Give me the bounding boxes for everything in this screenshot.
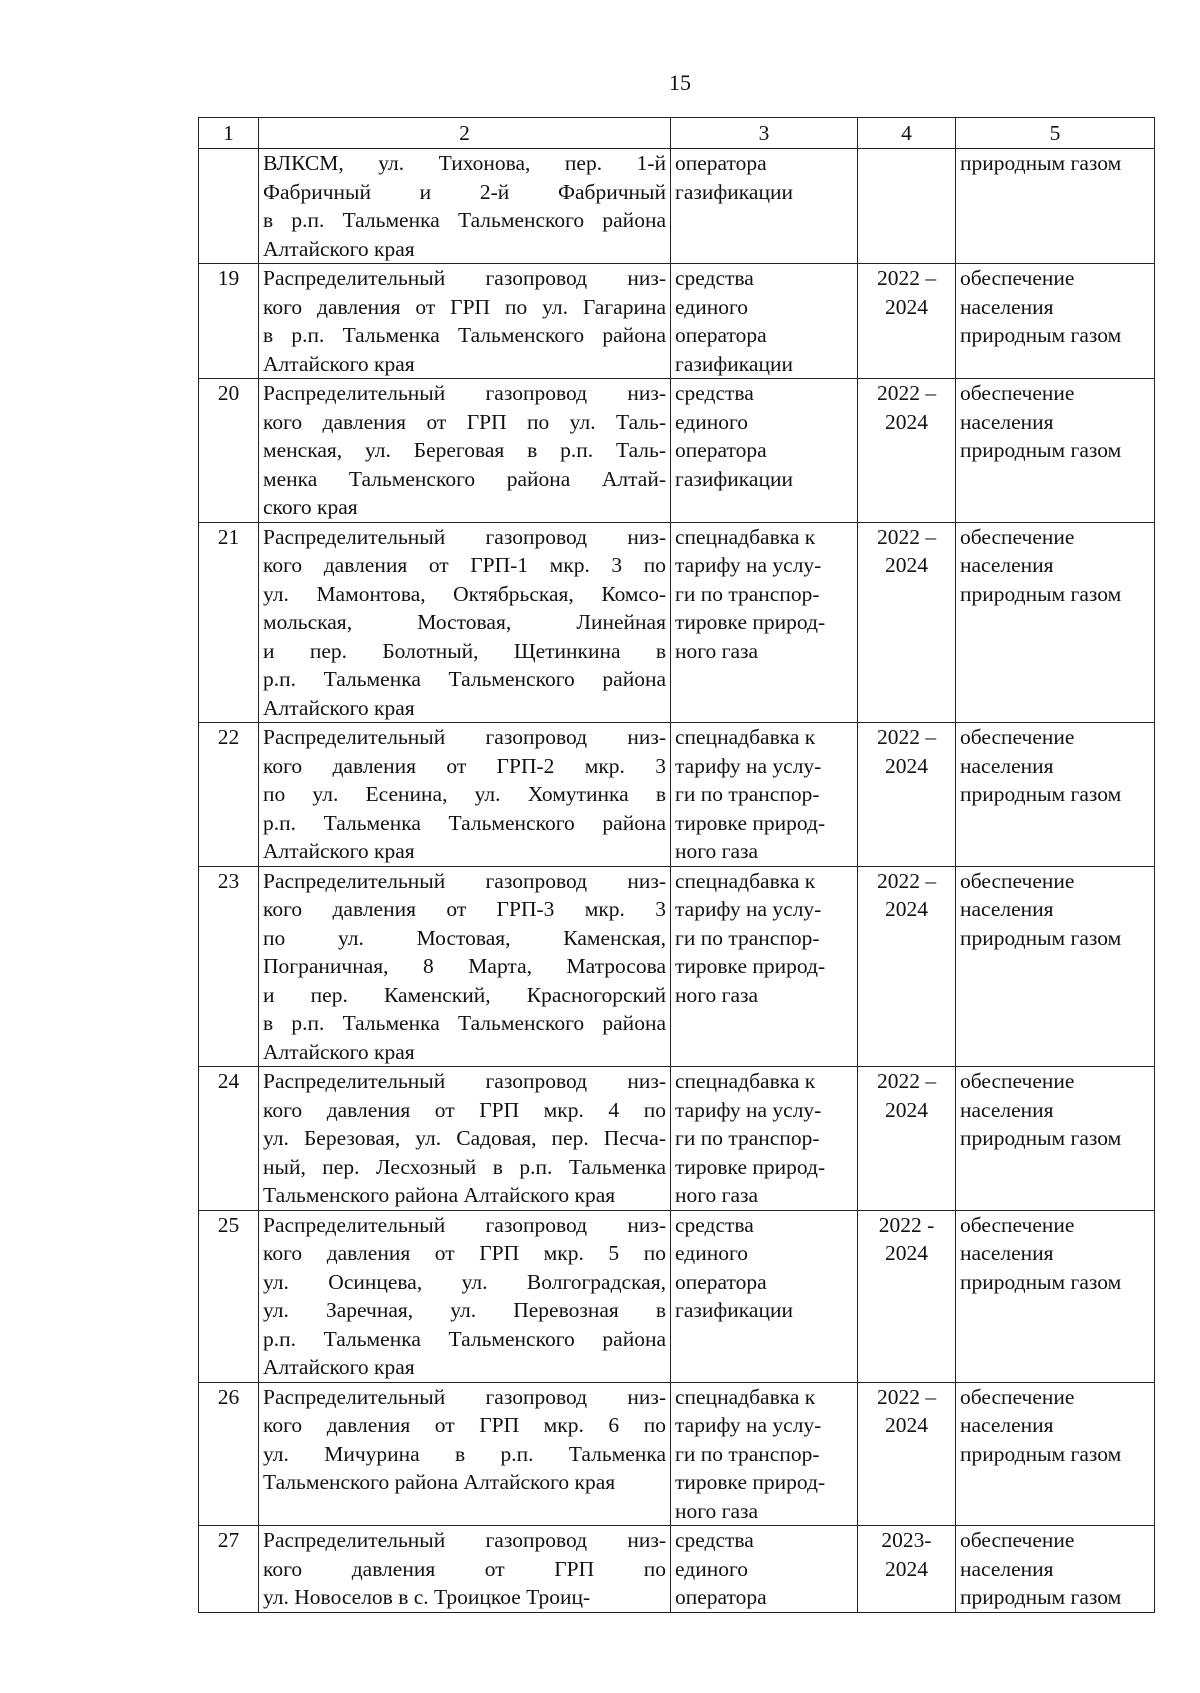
header-cell: 4 [858,118,956,149]
project-purpose [956,1526,1155,1613]
purpose-line: населения [960,294,1054,319]
description-line: менская, ул. Береговая в р.п. Таль- [263,438,666,462]
row-number: 25 [199,1210,259,1382]
implementation-period [858,149,956,264]
funding-source-line: ги по транспор- [675,1441,820,1466]
description-line: кого давления от ГРП мкр. 5 по [263,1241,666,1265]
description-line: ул. Березовая, ул. Садовая, пер. Песча- [263,1126,666,1150]
implementation-period [858,522,956,723]
description-line: ный, пер. Лесхозный в р.п. Тальменка [263,1154,666,1179]
funding-source-line: средства [675,266,754,290]
purpose-line: населения [960,1556,1054,1581]
description-line: Распределительный газопровод низ- [263,524,666,549]
implementation-period [858,723,956,867]
header-cell: 5 [956,118,1155,149]
description-line: менка Тальменского района Алтай- [263,466,666,491]
period-line: 2024 [885,897,928,921]
object-description [259,264,671,379]
period-line: 2024 [885,1097,928,1122]
page-number: 15 [669,70,691,95]
funding-source-line: тарифу на услу- [675,897,822,921]
period-line: 2024 [885,294,928,319]
row-number: 19 [199,264,259,379]
funding-source-line: единого [675,294,748,319]
description-line: р.п. Тальменка Тальменского района [263,1326,666,1351]
description-line: ского края [263,495,358,519]
funding-source-line: оператора [675,151,767,175]
period-line: 2022 – [876,725,937,749]
project-purpose [956,1382,1155,1526]
object-description [259,1210,671,1382]
funding-source [671,1526,858,1613]
description-line: ул. Заречная, ул. Перевозная в [263,1298,666,1322]
description-line: кого давления от ГРП по [263,1556,666,1581]
funding-source-line: ги по транспор- [675,1126,820,1150]
table-header-row [199,118,1155,149]
description-line: Распределительный газопровод низ- [263,381,666,405]
funding-source-line: единого [675,409,748,434]
funding-source-line: единого [675,1556,748,1581]
purpose-line: населения [960,1097,1054,1122]
description-line: Распределительный газопровод низ- [263,1528,666,1552]
implementation-period [858,379,956,523]
period-line: 2024 [885,409,928,434]
description-line: по ул. Есенина, ул. Хомутинка в [263,782,666,806]
implementation-period [858,1382,956,1526]
funding-source-line: спецнадбавка к [675,1069,816,1093]
table-row [199,522,1155,723]
implementation-period [858,264,956,379]
description-line: и пер. Каменский, Красногорский [263,982,666,1007]
description-line: Распределительный газопровод низ- [263,1384,666,1409]
funding-source-line: тировке природ- [675,610,826,634]
header-cell: 3 [671,118,858,149]
funding-source-line: ного газа [675,1183,759,1207]
purpose-line: природным газом [960,323,1122,347]
purpose-line: населения [960,553,1054,577]
funding-source-line: средства [675,1212,754,1237]
period-line: 2022 – [876,1384,937,1409]
description-line: кого давления от ГРП-2 мкр. 3 [263,753,666,778]
period-line: 2022 – [876,266,937,290]
description-line: ул. Новоселов в с. Троицкое Троиц- [263,1585,591,1609]
funding-source [671,264,858,379]
purpose-line: обеспечение [960,1384,1075,1409]
funding-source-line: ного газа [675,638,759,663]
description-line: Тальменского района Алтайского края [263,1183,616,1207]
row-number: 27 [199,1526,259,1613]
table-row [199,379,1155,523]
funding-source [671,866,858,1067]
description-line: и пер. Болотный, Щетинкина в [263,638,666,663]
description-line: кого давления от ГРП-3 мкр. 3 [263,897,666,921]
table-row [199,723,1155,867]
description-line: ул. Мичурина в р.п. Тальменка [263,1441,666,1466]
period-line [862,149,951,178]
funding-source-line: единого [675,1241,748,1265]
purpose-line: природным газом [960,1585,1122,1609]
purpose-line: природным газом [960,438,1122,462]
project-purpose [956,1210,1155,1382]
funding-source [671,723,858,867]
funding-source-line: газификации [675,1298,793,1322]
implementation-period [858,1210,956,1382]
funding-source-line: ного газа [675,982,759,1007]
funding-source-line: спецнадбавка к [675,524,816,549]
description-line: ул. Мамонтова, Октябрьская, Комсо- [263,581,666,606]
description-line: Алтайского края [263,839,415,863]
project-purpose [956,149,1155,264]
header-cell: 2 [259,118,671,149]
purpose-line: природным газом [960,1441,1122,1466]
funding-source-line: спецнадбавка к [675,725,816,749]
description-line: Алтайского края [263,695,415,720]
row-number: 21 [199,522,259,723]
purpose-line: обеспечение [960,266,1075,290]
funding-source-line: ги по транспор- [675,581,820,606]
period-line: 2024 [885,1241,928,1265]
implementation-period [858,1067,956,1211]
funding-source [671,1067,858,1211]
description-line: р.п. Тальменка Тальменского района [263,667,666,691]
purpose-line: обеспечение [960,725,1075,749]
row-number: 26 [199,1382,259,1526]
description-line: по ул. Мостовая, Каменская, [263,925,666,950]
description-line: Тальменского района Алтайского края [263,1470,616,1494]
purpose-line: обеспечение [960,1069,1075,1093]
table-row [199,1210,1155,1382]
project-purpose [956,264,1155,379]
funding-source-line: тарифу на услу- [675,1097,822,1122]
description-line: мольская, Мостовая, Линейная [263,610,666,634]
object-description [259,866,671,1067]
header-cell: 1 [199,118,259,149]
description-line: Алтайского края [263,236,415,261]
funding-source [671,379,858,523]
object-description [259,149,671,264]
funding-source-line: ги по транспор- [675,782,820,806]
description-line: ул. Осинцева, ул. Волгоградская, [263,1269,666,1294]
funding-source-line: оператора [675,1585,767,1609]
purpose-line: населения [960,753,1054,778]
row-number: 20 [199,379,259,523]
object-description [259,379,671,523]
table-row [199,1526,1155,1613]
period-line: 2022 – [876,1069,937,1093]
funding-source-line: оператора [675,323,767,347]
purpose-line: населения [960,897,1054,921]
projects-table [198,117,1155,1613]
description-line: Пограничная, 8 Марта, Матросова [263,954,666,978]
description-line: Распределительный газопровод низ- [263,1069,666,1093]
period-line: 2022 - [878,1212,935,1237]
description-line: в р.п. Тальменка Тальменского района [263,1011,666,1035]
description-line: кого давления от ГРП по ул. Таль- [263,409,666,434]
funding-source [671,1210,858,1382]
funding-source-line: тировке природ- [675,1470,826,1494]
project-purpose [956,522,1155,723]
table-row [199,1067,1155,1211]
purpose-line: обеспечение [960,381,1075,405]
description-line: кого давления от ГРП мкр. 6 по [263,1413,666,1437]
object-description [259,1382,671,1526]
funding-source-line: оператора [675,438,767,462]
funding-source-line: спецнадбавка к [675,1384,816,1409]
description-line: кого давления от ГРП-1 мкр. 3 по [263,553,666,577]
funding-source-line: тировке природ- [675,810,826,835]
funding-source-line: тировке природ- [675,1154,826,1179]
purpose-line: населения [960,1413,1054,1437]
purpose-line: природным газом [960,1269,1122,1294]
description-line: в р.п. Тальменка Тальменского района [263,323,666,347]
funding-source-line: ги по транспор- [675,925,820,950]
description-line: Фабричный и 2-й Фабричный [263,179,666,204]
period-line: 2023- [881,1528,932,1552]
description-line: Распределительный газопровод низ- [263,1212,666,1237]
description-line: Распределительный газопровод низ- [263,725,666,749]
period-line: 2024 [885,1556,928,1581]
table-row [199,264,1155,379]
table-row [199,1382,1155,1526]
purpose-line: природным газом [960,925,1122,950]
description-line: Алтайского края [263,1039,415,1064]
funding-source-line: газификации [675,351,793,376]
funding-source-line: средства [675,1528,754,1552]
period-line: 2022 – [876,868,937,893]
row-number [199,149,259,264]
funding-source-line: газификации [675,179,793,204]
description-line: кого давления от ГРП мкр. 4 по [263,1097,666,1122]
description-line: Распределительный газопровод низ- [263,266,666,290]
period-line: 2024 [885,1413,928,1437]
object-description [259,1526,671,1613]
funding-source-line: тарифу на услу- [675,753,822,778]
purpose-line: населения [960,409,1054,434]
period-line: 2022 – [876,524,937,549]
period-line [862,178,951,207]
description-line: Распределительный газопровод низ- [263,868,666,893]
object-description [259,522,671,723]
funding-source-line: ного газа [675,1498,759,1523]
description-line: ВЛКСМ, ул. Тихонова, пер. 1-й [263,151,666,175]
row-number: 23 [199,866,259,1067]
project-purpose [956,866,1155,1067]
purpose-line: обеспечение [960,868,1075,893]
purpose-line: обеспечение [960,1528,1075,1552]
purpose-line: населения [960,1241,1054,1265]
object-description [259,1067,671,1211]
implementation-period [858,866,956,1067]
project-purpose [956,379,1155,523]
funding-source-line: оператора [675,1269,767,1294]
description-line: Алтайского края [263,351,415,376]
object-description [259,723,671,867]
project-purpose [956,1067,1155,1211]
purpose-line: природным газом [960,782,1122,806]
purpose-line: природным газом [960,581,1122,606]
row-number: 22 [199,723,259,867]
funding-source [671,522,858,723]
row-number: 24 [199,1067,259,1211]
purpose-line: природным газом [960,1126,1122,1150]
funding-source [671,1382,858,1526]
funding-source-line: тарифу на услу- [675,1413,822,1437]
purpose-line: обеспечение [960,1212,1075,1237]
description-line: в р.п. Тальменка Тальменского района [263,208,666,232]
table-row [199,149,1155,264]
table-row [199,866,1155,1067]
period-line: 2024 [885,753,928,778]
implementation-period [858,1526,956,1613]
description-line: р.п. Тальменка Тальменского района [263,810,666,835]
description-line: Алтайского края [263,1355,415,1379]
description-line: кого давления от ГРП по ул. Гагарина [263,294,666,319]
period-line: 2024 [885,553,928,577]
funding-source-line: газификации [675,466,793,491]
funding-source-line: спецнадбавка к [675,868,816,893]
purpose-line: обеспечение [960,524,1075,549]
period-line: 2022 – [876,381,937,405]
funding-source-line: тировке природ- [675,954,826,978]
funding-source-line: средства [675,381,754,405]
funding-source-line: ного газа [675,839,759,863]
project-purpose [956,723,1155,867]
funding-source-line: тарифу на услу- [675,553,822,577]
funding-source [671,149,858,264]
purpose-line: природным газом [960,151,1122,175]
